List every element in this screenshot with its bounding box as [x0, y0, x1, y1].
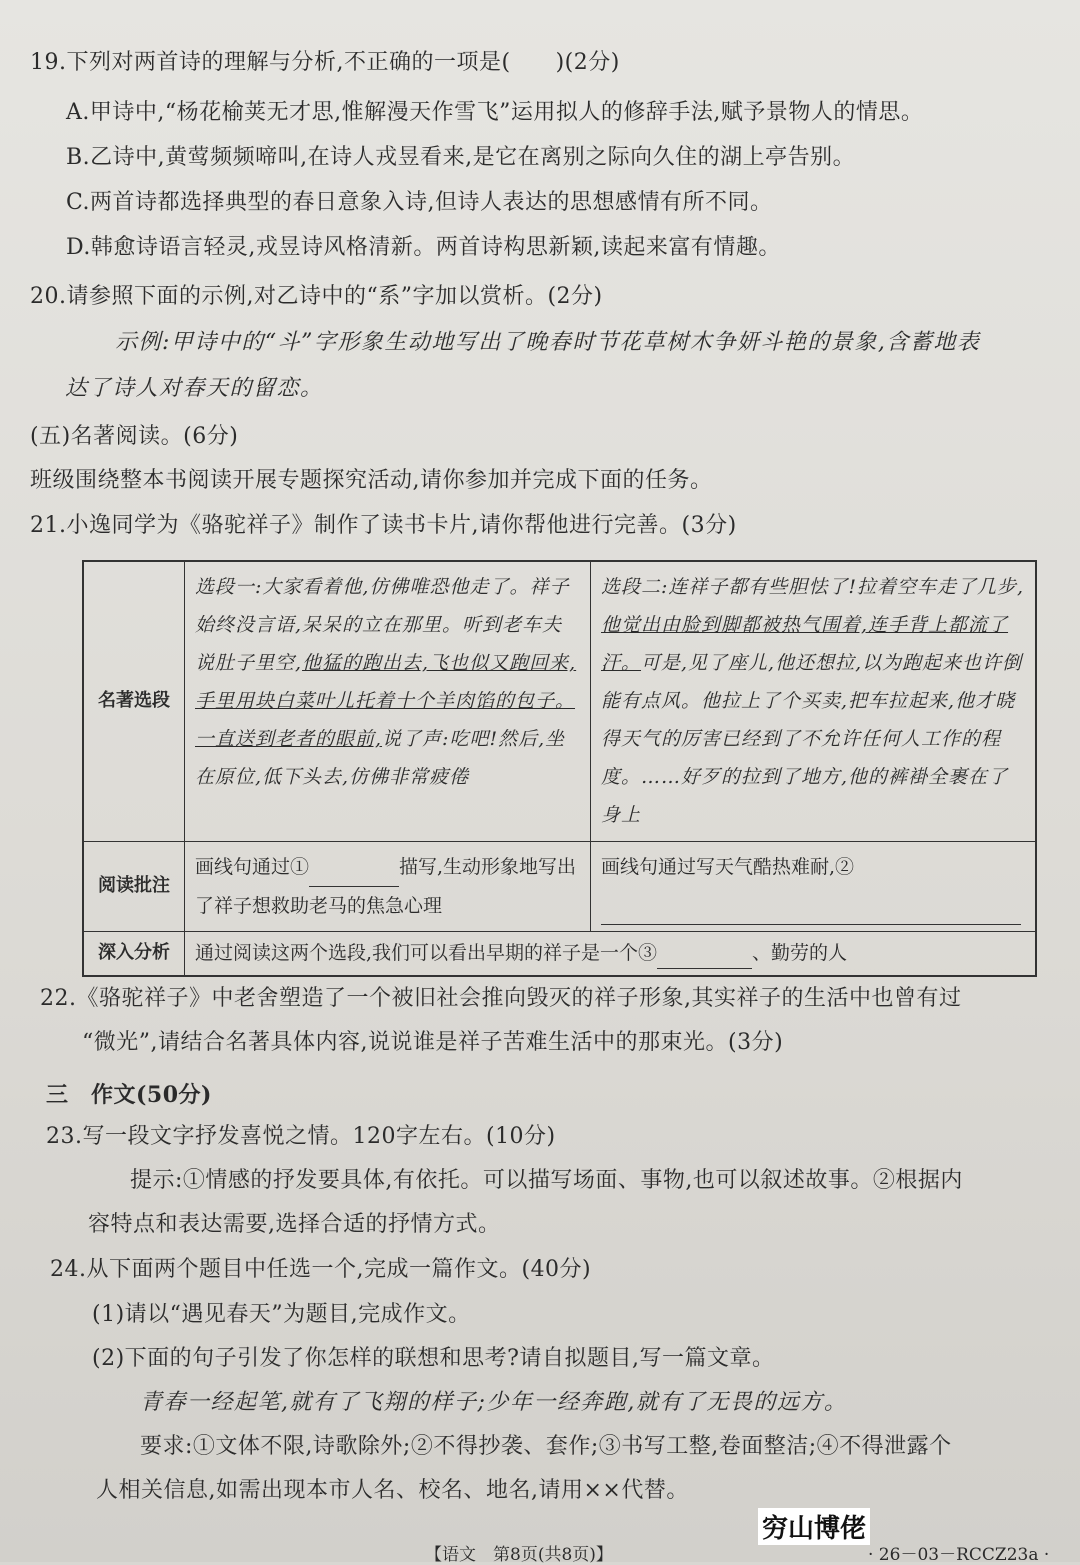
excerpt-one-text-b: 说了声:吃吧!然后,坐在原位,低下头去,仿佛非常疲倦 [195, 728, 566, 788]
row-head-analysis: 深入分析 [83, 931, 185, 976]
section5-title: (五)名著阅读。(6分) [30, 424, 239, 449]
q23-hint-line1: 提示:①情感的抒发要具体,有依托。可以描写场面、事物,也可以叙述故事。②根据内 [130, 1168, 963, 1193]
answer-blank-1[interactable] [309, 848, 399, 887]
annotation-one-text-b: 描写,生动形象地写出了祥子想救助老马的焦急心理 [195, 855, 577, 917]
q20-example-line1: 示例:甲诗中的“斗”字形象生动地写出了晚春时节花草树木争妍斗艳的景象,含蓄地表 [115, 330, 981, 355]
annotation-one-text-a: 画线句通过① [195, 855, 310, 878]
q20-example-line2: 达了诗人对春天的留恋。 [65, 376, 324, 401]
q24-option2: (2)下面的句子引发了你怎样的联想和思考?请自拟题目,写一篇文章。 [92, 1346, 775, 1371]
excerpt-two [591, 561, 1037, 841]
q24-stem: 24.从下面两个题目中任选一个,完成一篇作文。(40分) [50, 1257, 592, 1282]
excerpt-two-text-a: 选段二:连祥子都有些胆怯了!拉着空车走了几步, [601, 576, 1025, 598]
row-head-excerpts: 名著选段 [83, 561, 185, 841]
annotation-one [185, 841, 591, 931]
q24-requirements-line1: 要求:①文体不限,诗歌除外;②不得抄袭、套作;③书写工整,卷面整洁;④不得泄露个 [140, 1434, 952, 1459]
answer-blank-3[interactable] [657, 938, 752, 969]
q20-stem: 20.请参照下面的示例,对乙诗中的“系”字加以赏析。(2分) [30, 284, 603, 309]
q24-quote: 青春一经起笔,就有了飞翔的样子;少年一经奔跑,就有了无畏的远方。 [140, 1390, 848, 1415]
q23-stem: 23.写一段文字抒发喜悦之情。120字左右。(10分) [46, 1124, 556, 1149]
q22-line1: 22.《骆驼祥子》中老舍塑造了一个被旧社会推向毁灭的祥子形象,其实祥子的生活中也曾有过 [40, 986, 962, 1011]
page-footer: 【语文 第8页(共8页)】 [425, 1545, 613, 1565]
excerpt-two-text-b: 可是,见了座儿,他还想拉,以为跑起来也许倒能有点风。他拉上了个买卖,把车拉起来,他才晓得天气的厉害已经到了不允许任何人工作的程度。……好歹的拉到了地方,他的裤褂全裹在了身上 [601, 652, 1023, 826]
section5-intro: 班级围绕整本书阅读开展专题探究活动,请你参加并完成下面的任务。 [30, 468, 713, 493]
annotation-two [591, 841, 1037, 931]
q24-requirements-line2: 人相关信息,如需出现本市人名、校名、地名,请用××代替。 [96, 1478, 689, 1503]
q23-hint-line2: 容特点和表达需要,选择合适的抒情方式。 [88, 1212, 501, 1237]
analysis-text-a: 通过阅读这两个选段,我们可以看出早期的祥子是一个③ [195, 941, 658, 964]
q19-option-c: C.两首诗都选择典型的春日意象入诗,但诗人表达的思想感情有所不同。 [66, 190, 773, 215]
q19-option-a: A.甲诗中,“杨花榆荚无才思,惟解漫天作雪飞”运用拟人的修辞手法,赋予景物人的情思。 [66, 100, 924, 125]
excerpt-one-text-a: 选段一:大家看着他,仿佛唯恐他走了。祥子始终没言语,呆呆的立在那里。听到老车夫说肚子里空, [195, 576, 570, 674]
excerpt-one-underlined: 他猛的跑出去,飞也似又跑回来,手里用块白菜叶儿托着十个羊肉馅的包子。一直送到老者的眼前, [195, 652, 577, 750]
q21-stem: 21.小逸同学为《骆驼祥子》制作了读书卡片,请你帮他进行完善。(3分) [30, 513, 737, 538]
analysis-text-b: 、勤劳的人 [752, 941, 848, 964]
watermark-label: 穷山博佬 [758, 1508, 870, 1545]
q19-option-d: D.韩愈诗语言轻灵,戎昱诗风格清新。两首诗构思新颖,读起来富有情趣。 [66, 235, 781, 260]
excerpt-two-underlined: 他觉出由脸到脚都被热气围着,连手背上都流了汗。 [601, 614, 1009, 674]
doc-code: · 26－03－RCCZ23a · [868, 1545, 1050, 1565]
row-head-annotation: 阅读批注 [83, 841, 185, 931]
q19-stem: 19.下列对两首诗的理解与分析,不正确的一项是( )(2分) [30, 50, 620, 75]
excerpt-one [185, 561, 591, 841]
analysis-cell [185, 931, 1037, 976]
answer-blank-2[interactable] [601, 886, 1021, 925]
q24-option1: (1)请以“遇见春天”为题目,完成作文。 [92, 1302, 471, 1327]
q22-line2: “微光”,请结合名著具体内容,说说谁是祥子苦难生活中的那束光。(3分) [82, 1030, 784, 1055]
reading-card-table [82, 560, 1037, 977]
q19-option-b: B.乙诗中,黄莺频频啼叫,在诗人戎昱看来,是它在离别之际向久住的湖上亭告别。 [66, 145, 856, 170]
section3-title: 三 作文(50分) [46, 1082, 212, 1108]
annotation-two-text: 画线句通过写天气酷热难耐,② [601, 855, 855, 878]
